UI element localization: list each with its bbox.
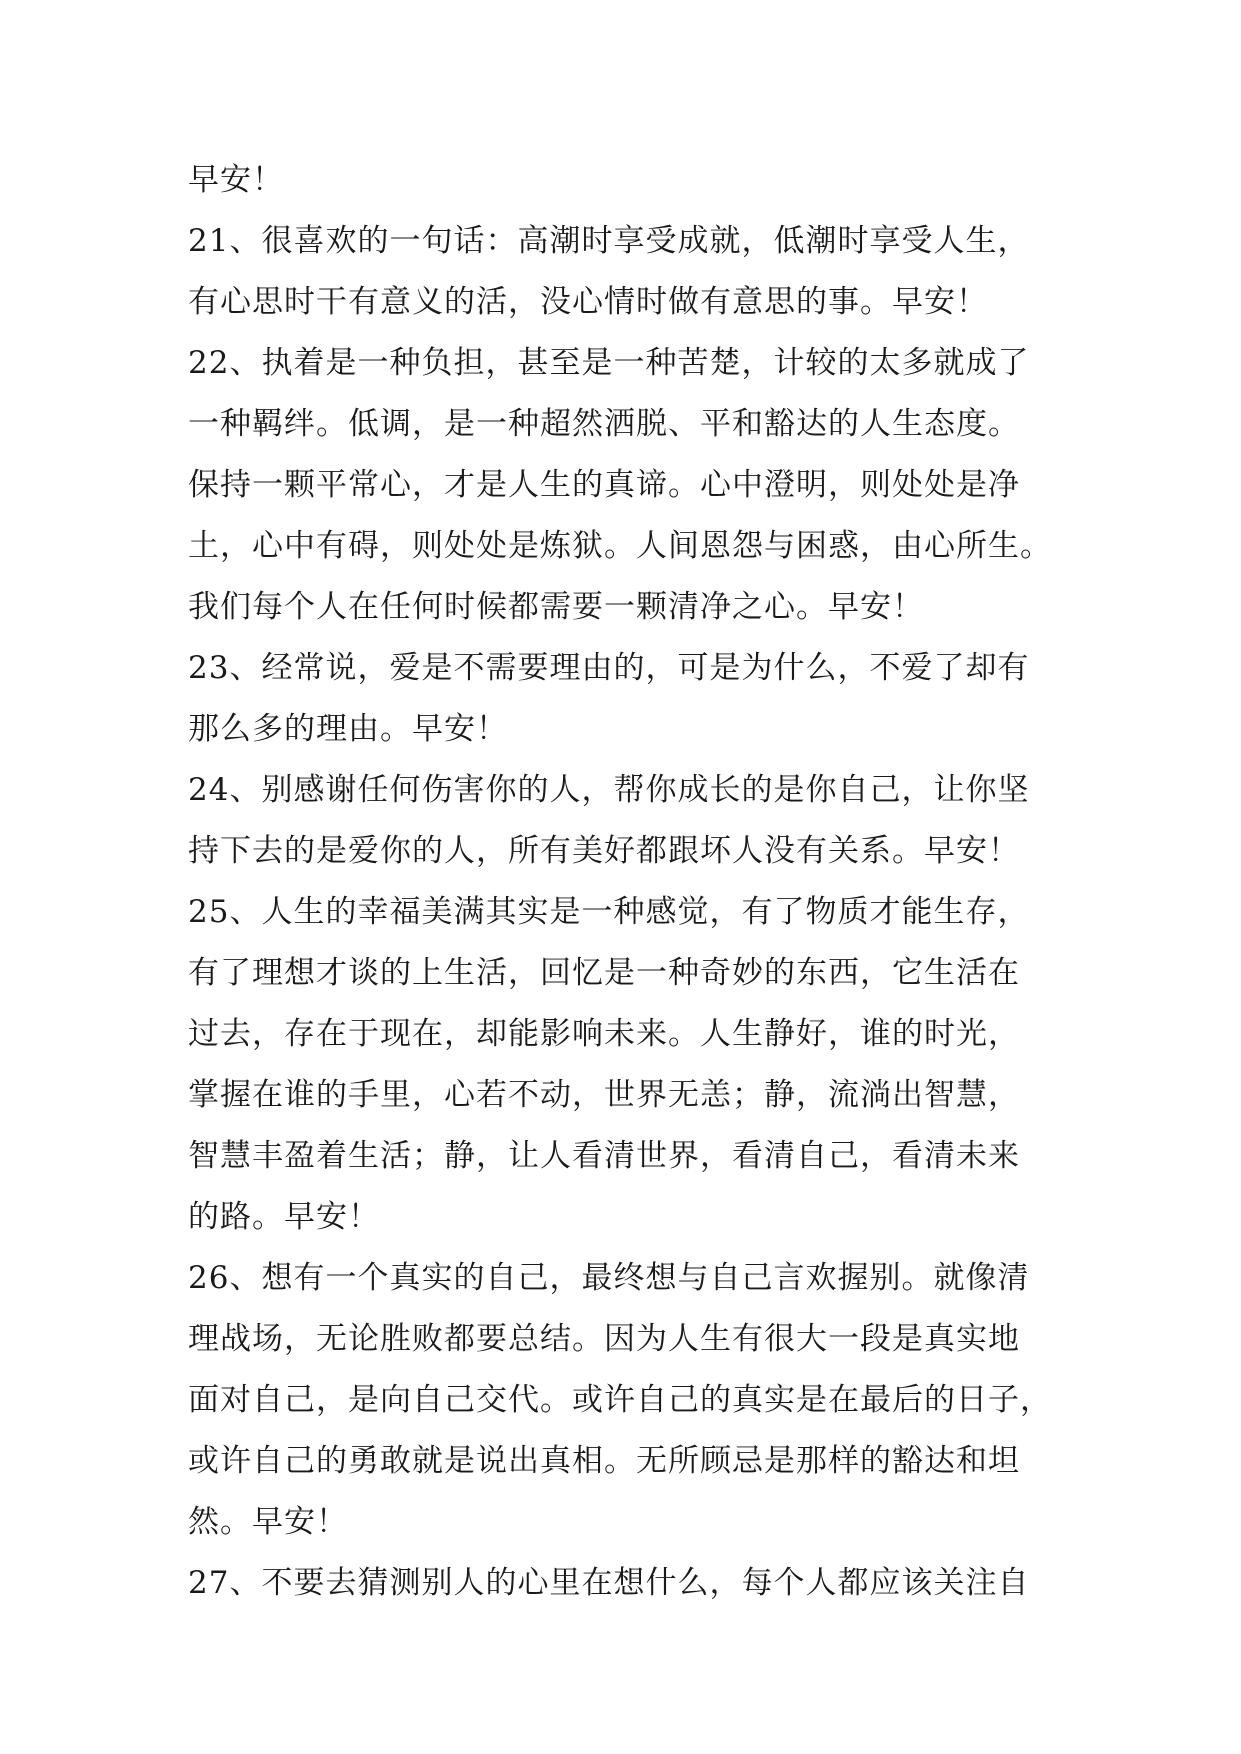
- text-line: 21、很喜欢的一句话：高潮时享受成就，低潮时享受人生，: [188, 223, 1030, 259]
- text-line: 面对自己，是向自己交代。或许自己的真实是在最后的日子，: [188, 1382, 1052, 1418]
- text-line: 那么多的理由。早安！: [188, 711, 508, 747]
- text-line: 26、想有一个真实的自己，最终想与自己言欢握别。就像清: [188, 1260, 1030, 1296]
- text-line: 过去，存在于现在，却能影响未来。人生静好，谁的时光，: [188, 1016, 1020, 1052]
- text-line: 掌握在谁的手里，心若不动，世界无恙；静，流淌出智慧，: [188, 1077, 1020, 1113]
- text-line: 或许自己的勇敢就是说出真相。无所顾忌是那样的豁达和坦: [188, 1443, 1020, 1479]
- text-line: 24、别感谢任何伤害你的人，帮你成长的是你自己，让你坚: [188, 772, 1030, 808]
- text-line: 23、经常说，爱是不需要理由的，可是为什么，不爱了却有: [188, 650, 1030, 686]
- text-line: 的路。早安！: [188, 1199, 380, 1235]
- document-body: [188, 150, 1068, 1614]
- text-line: 一种羁绊。低调，是一种超然洒脱、平和豁达的人生态度。: [188, 406, 1020, 442]
- text-line: 然。早安！: [188, 1504, 348, 1540]
- text-line: 持下去的是爱你的人，所有美好都跟坏人没有关系。早安！: [188, 833, 1020, 869]
- text-line: 我们每个人在任何时候都需要一颗清净之心。早安！: [188, 589, 924, 625]
- text-line: 有了理想才谈的上生活，回忆是一种奇妙的东西，它生活在: [188, 955, 1020, 991]
- text-line: 保持一颗平常心，才是人生的真谛。心中澄明，则处处是净: [188, 467, 1020, 503]
- text-line: 理战场，无论胜败都要总结。因为人生有很大一段是真实地: [188, 1321, 1020, 1357]
- text-line: 22、执着是一种负担，甚至是一种苦楚，计较的太多就成了: [188, 345, 1030, 381]
- text-line: 早安！: [188, 162, 284, 198]
- text-line: 27、不要去猜测别人的心里在想什么，每个人都应该关注自: [188, 1565, 1030, 1601]
- text-line: 有心思时干有意义的活，没心情时做有意思的事。早安！: [188, 284, 988, 320]
- text-line: 智慧丰盈着生活；静，让人看清世界，看清自己，看清未来: [188, 1138, 1020, 1174]
- text-line: 25、人生的幸福美满其实是一种感觉，有了物质才能生存，: [188, 894, 1030, 930]
- text-line: 土，心中有碍，则处处是炼狱。人间恩怨与困惑，由心所生。: [188, 528, 1052, 564]
